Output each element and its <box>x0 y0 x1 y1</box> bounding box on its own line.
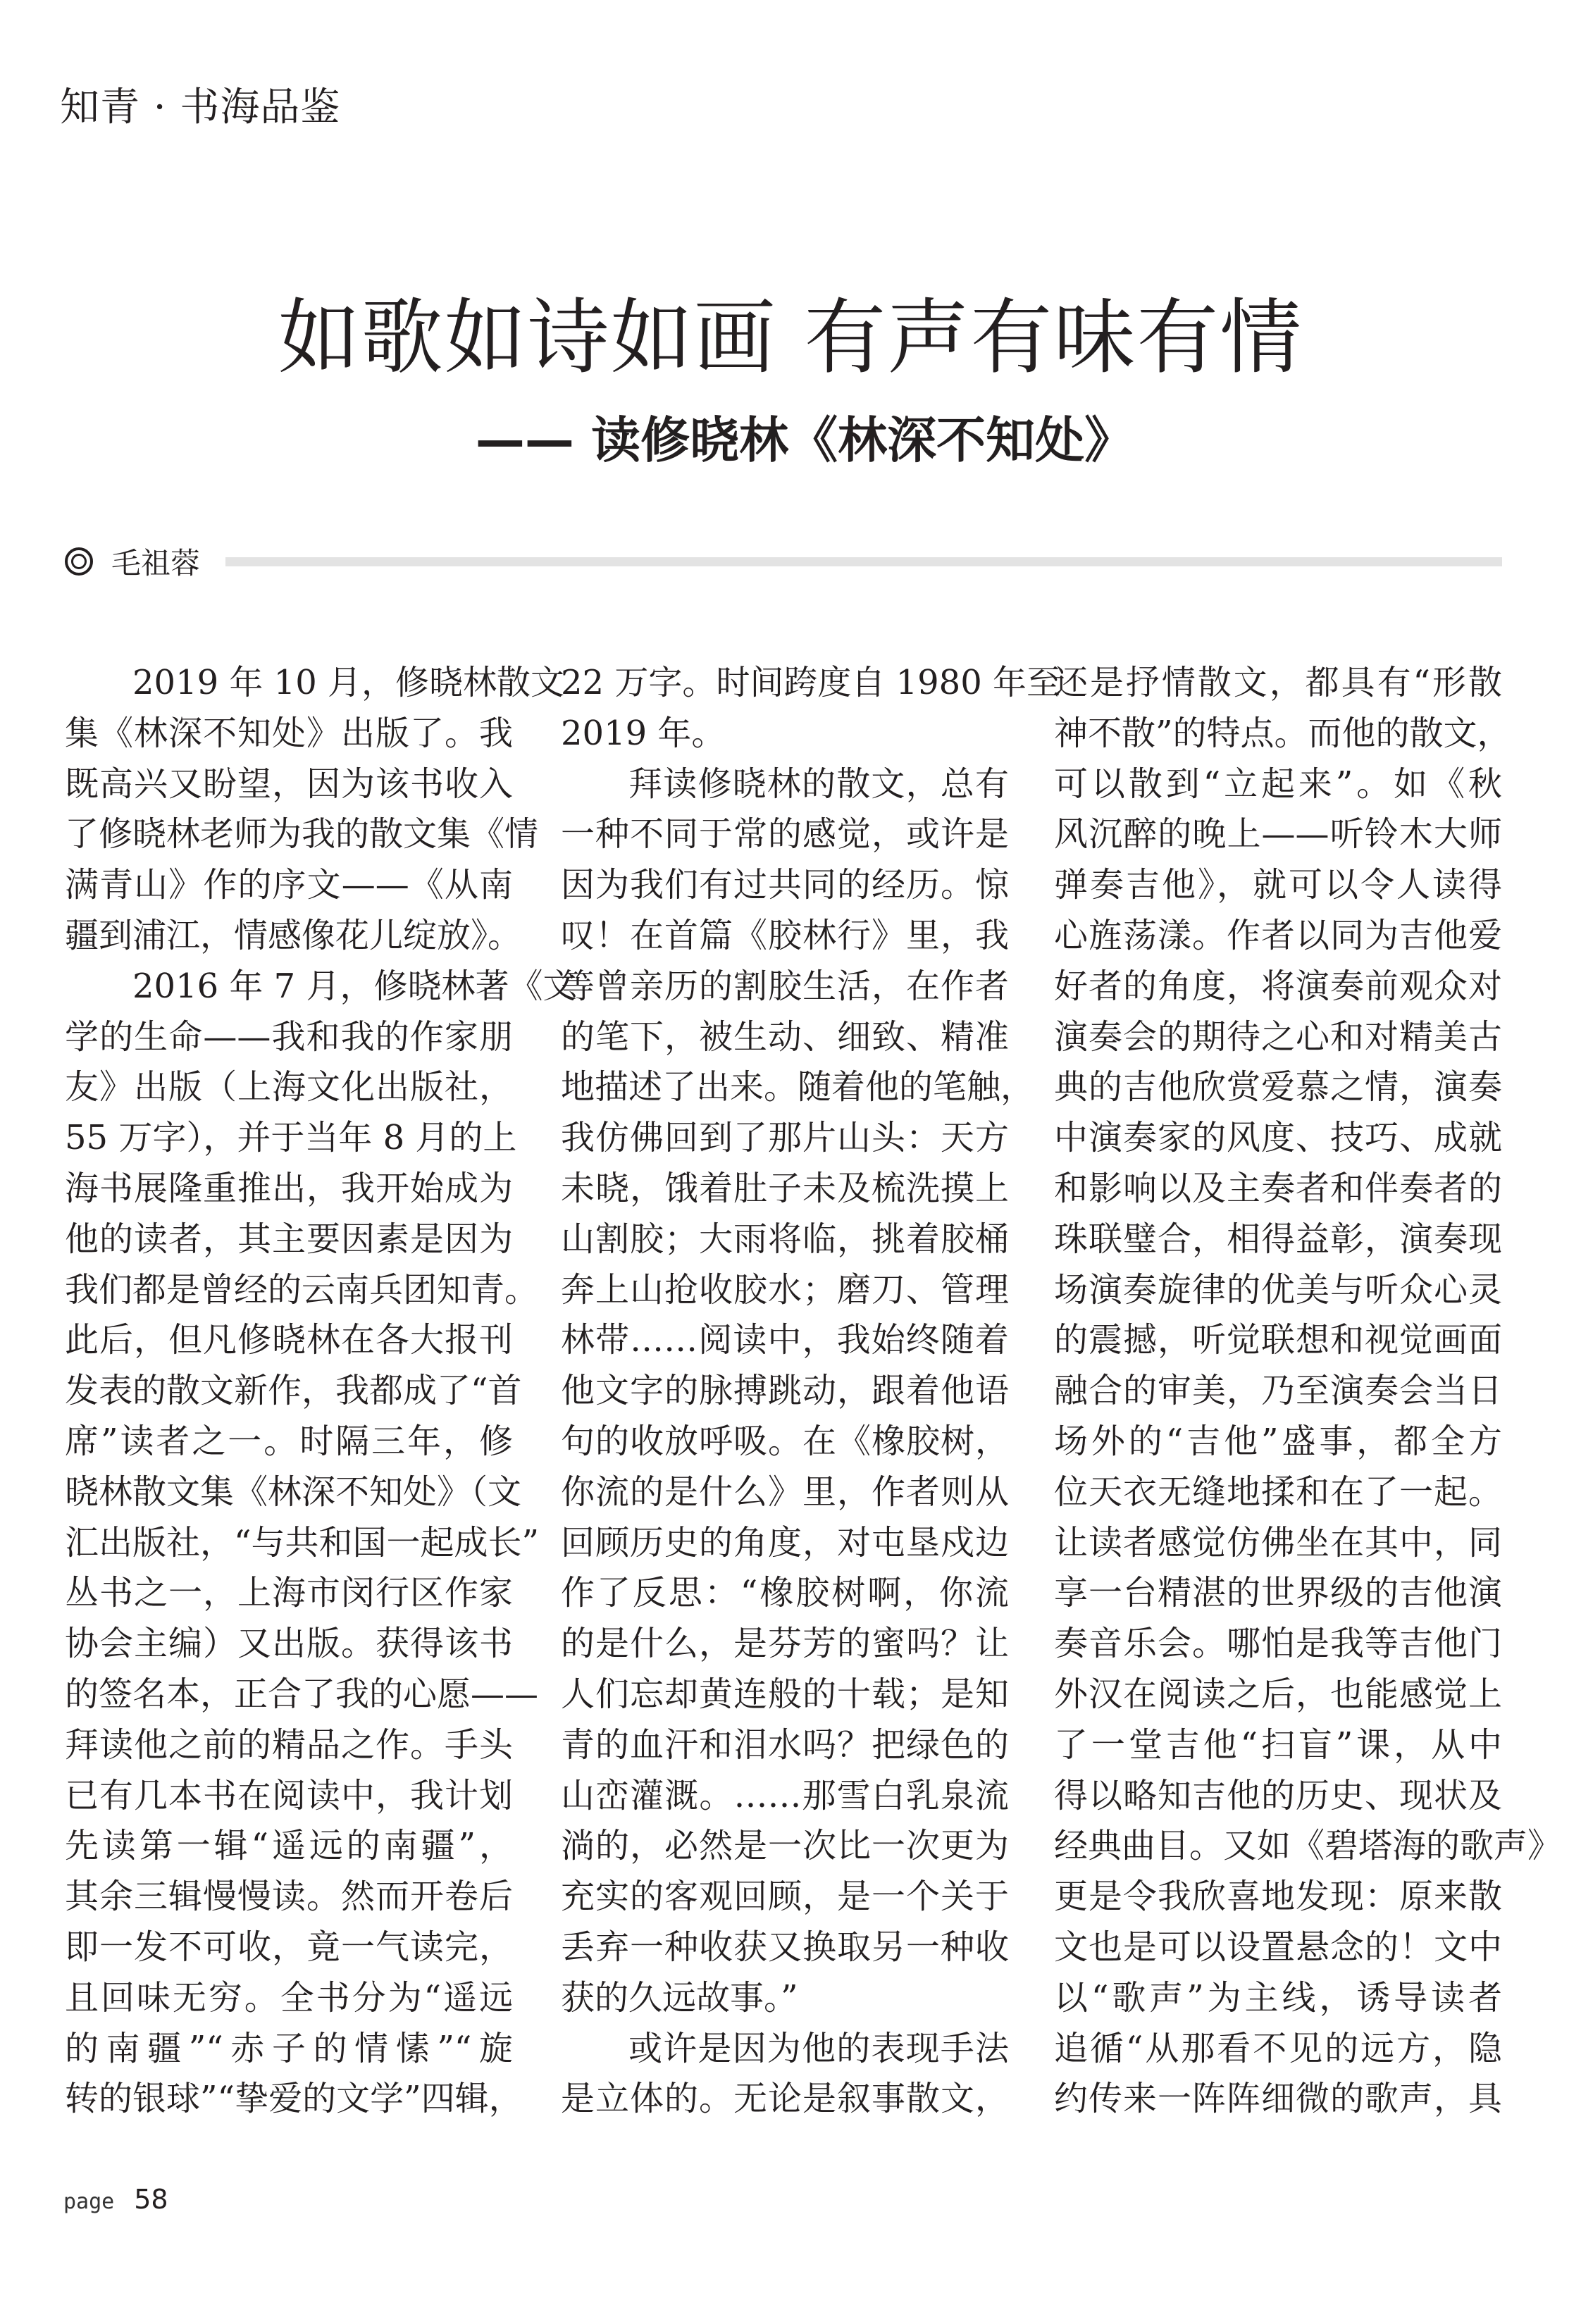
text-line: 青的血汗和泪水吗？把绿色的 <box>561 1725 1009 1765</box>
text-line: 了一堂吉他“扫盲”课，从中 <box>1054 1725 1502 1765</box>
text-line: 作了反思：“橡胶树啊，你流 <box>561 1573 1009 1613</box>
text-line: 以“歌声”为主线，诱导读者 <box>1054 1977 1502 2018</box>
text-line: 汇出版社，“与共和国一起成长” <box>65 1522 540 1562</box>
text-line: 且回味无穷。全书分为“遥远 <box>65 1977 513 2018</box>
text-line: 海书展隆重推出，我开始成为 <box>65 1168 513 1208</box>
text-line: 其余三辑慢慢读。然而开卷后 <box>65 1877 513 1917</box>
text-line: 充实的客观回顾，是一个关于 <box>561 1877 1009 1917</box>
text-line: 的签名本，正合了我的心愿—— <box>65 1674 539 1714</box>
text-line: 经典曲目。又如《碧塔海的歌声》 <box>1054 1826 1562 1866</box>
page-number: 58 <box>134 2184 168 2215</box>
text-line: 先读第一辑“遥远的南疆”， <box>65 1826 513 1866</box>
text-line: 我仿佛回到了那片山头：天方 <box>561 1118 1009 1158</box>
text-line: 友》出版（上海文化出版社， <box>65 1067 513 1107</box>
text-line: 集《林深不知处》出版了。我 <box>65 713 513 753</box>
text-line: 获的久远故事。” <box>561 1977 798 2018</box>
text-line: 2019 年 10 月，修晓林散文 <box>132 663 565 702</box>
text-line: 学的生命——我和我的作家朋 <box>65 1017 513 1057</box>
article-title: 如歌如诗如画 有声有味有情 <box>278 290 1303 385</box>
text-line: 的是什么，是芬芳的蜜吗？让 <box>561 1624 1009 1664</box>
text-line: 既高兴又盼望，因为该书收入 <box>65 764 513 804</box>
text-line: 因为我们有过共同的经历。惊 <box>561 865 1009 905</box>
text-line: 场外的“吉他”盛事，都全方 <box>1054 1421 1502 1461</box>
text-line: 风沉醉的晚上——听铃木大师 <box>1054 814 1502 855</box>
body-column-2 <box>561 658 1061 2125</box>
text-line: 约传来一阵阵细微的歌声，具 <box>1054 2079 1502 2119</box>
body-column-3 <box>1054 658 1562 2125</box>
text-line: 淌的，必然是一次比一次更为 <box>561 1826 1009 1866</box>
text-line: 回顾历史的角度，对屯垦戍边 <box>561 1522 1009 1562</box>
text-line: 发表的散文新作，我都成了“首 <box>65 1371 522 1411</box>
text-line: 和影响以及主奏者和伴奏者的 <box>1054 1168 1502 1208</box>
text-line: 融合的审美，乃至演奏会当日 <box>1054 1371 1502 1411</box>
text-line: 珠联璧合，相得益彰，演奏现 <box>1054 1219 1502 1259</box>
author-name: 毛祖蓉 <box>111 546 201 580</box>
text-line: 一种不同于常的感觉，或许是 <box>561 814 1009 855</box>
text-line: 句的收放呼吸。在《橡胶树， <box>561 1421 1009 1461</box>
text-line: 你流的是什么》里，作者则从 <box>561 1472 1009 1512</box>
text-line: 此后，但凡修晓林在各大报刊 <box>65 1320 513 1360</box>
text-line: 的笔下，被生动、细致、精准 <box>561 1017 1009 1057</box>
text-line: 我们都是曾经的云南兵团知青。 <box>65 1269 539 1310</box>
text-line: 山峦灌溉。……那雪白乳泉流 <box>561 1775 1009 1815</box>
text-line: 神不散”的特点。而他的散文， <box>1054 713 1511 753</box>
text-line: 典的吉他欣赏爱慕之情，演奏 <box>1054 1067 1502 1107</box>
text-line: 晓林散文集《林深不知处》（文 <box>65 1472 522 1512</box>
double-circle-icon <box>65 547 93 576</box>
text-line: 丢弃一种收获又换取另一种收 <box>561 1927 1009 1967</box>
text-line: 的震撼，听觉联想和视觉画面 <box>1054 1320 1502 1360</box>
text-line: 场演奏旋律的优美与听众心灵 <box>1054 1269 1502 1310</box>
text-line: 弹奏吉他》，就可以令人读得 <box>1054 865 1502 905</box>
text-line: 演奏会的期待之心和对精美古 <box>1054 1017 1502 1057</box>
text-line: 享一台精湛的世界级的吉他演 <box>1054 1573 1502 1613</box>
text-line: 好者的角度，将演奏前观众对 <box>1054 966 1502 1006</box>
text-line: 外汉在阅读之后，也能感觉上 <box>1054 1674 1502 1714</box>
text-line: 还是抒情散文，都具有“形散 <box>1054 663 1502 702</box>
text-line: 拜读他之前的精品之作。手头 <box>65 1725 513 1765</box>
text-line: 奔上山抢收胶水；磨刀、管理 <box>561 1269 1009 1310</box>
text-line: 丛书之一，上海市闵行区作家 <box>65 1573 513 1613</box>
divider <box>225 557 1502 566</box>
text-line: 协会主编）又出版。获得该书 <box>65 1624 513 1664</box>
text-line: 等曾亲历的割胶生活，在作者 <box>561 966 1009 1006</box>
text-line: 让读者感觉仿佛坐在其中，同 <box>1054 1522 1502 1562</box>
text-line: 满青山》作的序文——《从南 <box>65 865 513 905</box>
text-line: 他的读者，其主要因素是因为 <box>65 1219 513 1259</box>
text-line: 的南疆”“赤子的情愫”“旋 <box>65 2028 513 2068</box>
text-line: 可以散到“立起来”。如《秋 <box>1054 764 1502 804</box>
byline <box>65 539 1502 584</box>
text-line: 中演奏家的风度、技巧、成就 <box>1054 1118 1502 1158</box>
text-line: 转的银球”“挚爱的文学”四辑， <box>65 2079 523 2119</box>
text-line: 已有几本书在阅读中，我计划 <box>65 1775 513 1815</box>
text-line: 更是令我欣喜地发现：原来散 <box>1054 1877 1502 1917</box>
text-line: 追循“从那看不见的远方，隐 <box>1054 2028 1502 2068</box>
article-subtitle: —— 读修晓林《林深不知处》 <box>475 411 1134 469</box>
text-line: 得以略知吉他的历史、现状及 <box>1054 1775 1502 1815</box>
text-line: 了修晓林老师为我的散文集《情 <box>65 814 539 855</box>
text-line: 他文字的脉搏跳动，跟着他语 <box>561 1371 1009 1411</box>
text-line: 拜读修晓林的散文，总有 <box>628 764 1009 804</box>
text-line: 未晓，饿着肚子未及梳洗摸上 <box>561 1168 1009 1208</box>
text-line: 人们忘却黄连般的十载；是知 <box>561 1674 1009 1714</box>
text-line: 是立体的。无论是叙事散文， <box>561 2079 1009 2119</box>
page-footer <box>63 2184 168 2215</box>
text-line: 林带……阅读中，我始终随着 <box>561 1320 1009 1360</box>
body-column-1 <box>65 658 577 2125</box>
section-header: 知青 · 书海品鉴 <box>60 85 341 130</box>
text-line: 文也是可以设置悬念的！文中 <box>1054 1927 1502 1967</box>
text-line: 山割胶；大雨将临，挑着胶桶 <box>561 1219 1009 1259</box>
text-line: 奏音乐会。哪怕是我等吉他门 <box>1054 1624 1502 1664</box>
text-line: 即一发不可收，竟一气读完， <box>65 1927 513 1967</box>
text-line: 或许是因为他的表现手法 <box>628 2028 1009 2068</box>
text-line: 22 万字。时间跨度自 1980 年至 <box>561 663 1061 702</box>
text-line: 位天衣无缝地揉和在了一起。 <box>1054 1472 1502 1512</box>
text-line: 叹！在首篇《胶林行》里，我 <box>561 915 1009 955</box>
text-line: 席”读者之一。时隔三年，修 <box>65 1421 513 1461</box>
page-label: page <box>63 2189 115 2214</box>
text-line: 55 万字），并于当年 8 月的上 <box>65 1118 517 1158</box>
text-line: 疆到浦江，情感像花儿绽放》。 <box>65 915 522 955</box>
text-line: 地描述了出来。随着他的笔触， <box>561 1067 1035 1107</box>
text-line: 2016 年 7 月，修晓林著《文 <box>132 966 577 1006</box>
text-line: 心旌荡漾。作者以同为吉他爱 <box>1054 915 1502 955</box>
text-line: 2019 年。 <box>561 713 726 753</box>
